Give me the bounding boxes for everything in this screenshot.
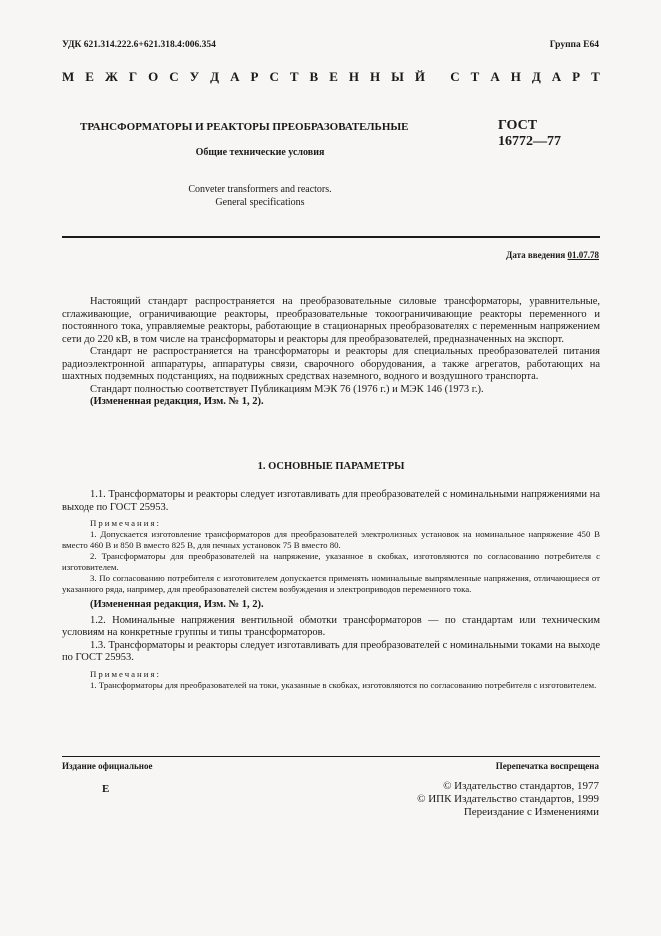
paragraph-exclusions: Стандарт не распространяется на трансформаторы и реакторы для специальных преобразователей питания радиоэлектронной аппаратуры, аппаратуры связи, сварочного оборудования, а также агрегатов, работающих на шахтных подземных подстанциях, на подвижных средствах наземного, водного и воздушного транспорта. xyxy=(62,346,600,382)
banner-letter: Н xyxy=(369,69,381,84)
intro-date-value: 01.07.78 xyxy=(567,250,599,260)
banner-letter: Е xyxy=(329,69,338,84)
banner-letter: В xyxy=(309,69,319,84)
amendment-note: (Измененная редакция, Изм. № 1, 2). xyxy=(90,396,264,407)
preamble xyxy=(62,296,600,409)
english-title-line2: General specifications xyxy=(215,197,305,208)
banner-letter: Т xyxy=(470,69,480,84)
banner-letter: Й xyxy=(414,69,425,84)
banner-letter: Р xyxy=(572,69,581,84)
gost-block xyxy=(498,118,561,150)
banner-letter: С xyxy=(269,69,279,84)
notes-label-2: Примечания: xyxy=(90,668,161,679)
banner-letter: Н xyxy=(348,69,359,84)
standard-banner xyxy=(62,69,600,85)
footer-divider xyxy=(62,756,600,757)
section-heading: 1. ОСНОВНЫЕ ПАРАМЕТРЫ xyxy=(257,461,405,472)
copyright-1977: © Издательство стандартов, 1977 xyxy=(443,780,599,792)
official-edition: Издание официальное xyxy=(62,761,153,771)
copyright-1999: © ИПК Издательство стандартов, 1999 xyxy=(417,793,599,805)
note-3: 3. По согласованию потребителя с изготовителем допускается применять номинальные выпрямленные напряжения, отличающиеся от указанного ряда, например, для преобразователей систем возбуждения и электроприводов переменного тока. xyxy=(62,573,600,594)
reissue-note: Переиздание с Изменениями xyxy=(463,806,599,818)
notes-label: Примечания: xyxy=(90,518,161,528)
banner-letter: Р xyxy=(250,69,259,84)
banner-letter: У xyxy=(189,69,200,84)
header-divider xyxy=(62,236,600,238)
reprint-prohibited: Перепечатка воспрещена xyxy=(495,761,599,771)
banner-letter: А xyxy=(551,69,562,84)
banner-letter: Д xyxy=(531,69,541,84)
banner-letter: Ж xyxy=(104,69,118,84)
gost-number: 16772—77 xyxy=(498,134,561,149)
banner-letter: Т xyxy=(289,69,299,84)
banner-letter: А xyxy=(490,69,500,84)
banner-letter: Г xyxy=(128,69,138,84)
banner-letter xyxy=(436,69,439,85)
banner-letter: М xyxy=(62,69,75,84)
introduction-date xyxy=(506,250,599,260)
clause-1-3: 1.3. Трансформаторы и реакторы следует изготавливать для преобразователей с номинальными токами на выходе по ГОСТ 25953. xyxy=(62,639,600,663)
banner-letter: О xyxy=(148,69,159,84)
group-code: Группа Е64 xyxy=(549,40,599,50)
note-1: 1. Допускается изготовление трансформаторов для преобразователей электролизных установок на номинальное напряжение 450 В вместо 460 В и 850 В вместо 825 В, для печных установок 75 В вместо 80. xyxy=(62,529,600,550)
banner-letter: Е xyxy=(85,69,94,84)
note-2: 2. Трансформаторы для преобразователей на напряжение, указанное в скобках, изготовляются по согласованию потребителя с изготовителем. xyxy=(62,551,600,572)
clause-1-1: 1.1. Трансформаторы и реакторы следует изготавливать для преобразователей с номинальными напряжениями на выходе по ГОСТ 25953. xyxy=(62,489,600,513)
banner-letter: Т xyxy=(591,69,600,84)
banner-letter: Д xyxy=(210,69,220,84)
document-subtitle: Общие технические условия xyxy=(195,147,325,158)
banner-letter: С xyxy=(169,69,179,84)
section-1-body xyxy=(62,489,600,691)
document-title: ТРАНСФОРМАТОРЫ И РЕАКТОРЫ ПРЕОБРАЗОВАТЕЛЬНЫЕ xyxy=(80,121,409,133)
udk-code: УДК 621.314.222.6+621.318.4:006.354 xyxy=(62,40,216,50)
english-title-line1: Conveter transformers and reactors. xyxy=(188,184,332,195)
clause-1-2: 1.2. Номинальные напряжения вентильной обмотки трансформаторов — по стандартам или техническим условиям на конкретные группы и типы трансформаторов. xyxy=(62,614,600,638)
edition-letter: Е xyxy=(102,783,110,795)
banner-letter: Ы xyxy=(391,69,404,84)
copyright-block xyxy=(417,780,599,819)
banner-letter: С xyxy=(450,69,460,84)
intro-date-label: Дата введения xyxy=(506,250,566,260)
banner-letter: А xyxy=(230,69,240,84)
paragraph-scope: Настоящий стандарт распространяется на преобразовательные силовые трансформаторы, уравнительные, сглаживающие, ограничивающие реакторы, преобразовательные токоограничивающие реакторы переменного и постоянного тока, управляемые реакторы, работающие в стационарных преобразователях с переменным напряжением сети до 220 кВ, в том числе на трансформаторы и реакторы для преобразователей, предназначенных на экспорт. xyxy=(62,296,600,345)
paragraph-iec: Стандарт полностью соответствует Публикациям МЭК 76 (1976 г.) и МЭК 146 (1973 г.). xyxy=(90,383,484,395)
note-4: 1. Трансформаторы для преобразователей на токи, указанные в скобках, изготовляются по согласованию потребителя с изготовителем. xyxy=(90,679,597,690)
banner-letter: Н xyxy=(510,69,521,84)
amendment-note-2: (Измененная редакция, Изм. № 1, 2). xyxy=(90,599,264,610)
english-title xyxy=(80,183,440,209)
gost-label: ГОСТ xyxy=(498,118,538,133)
